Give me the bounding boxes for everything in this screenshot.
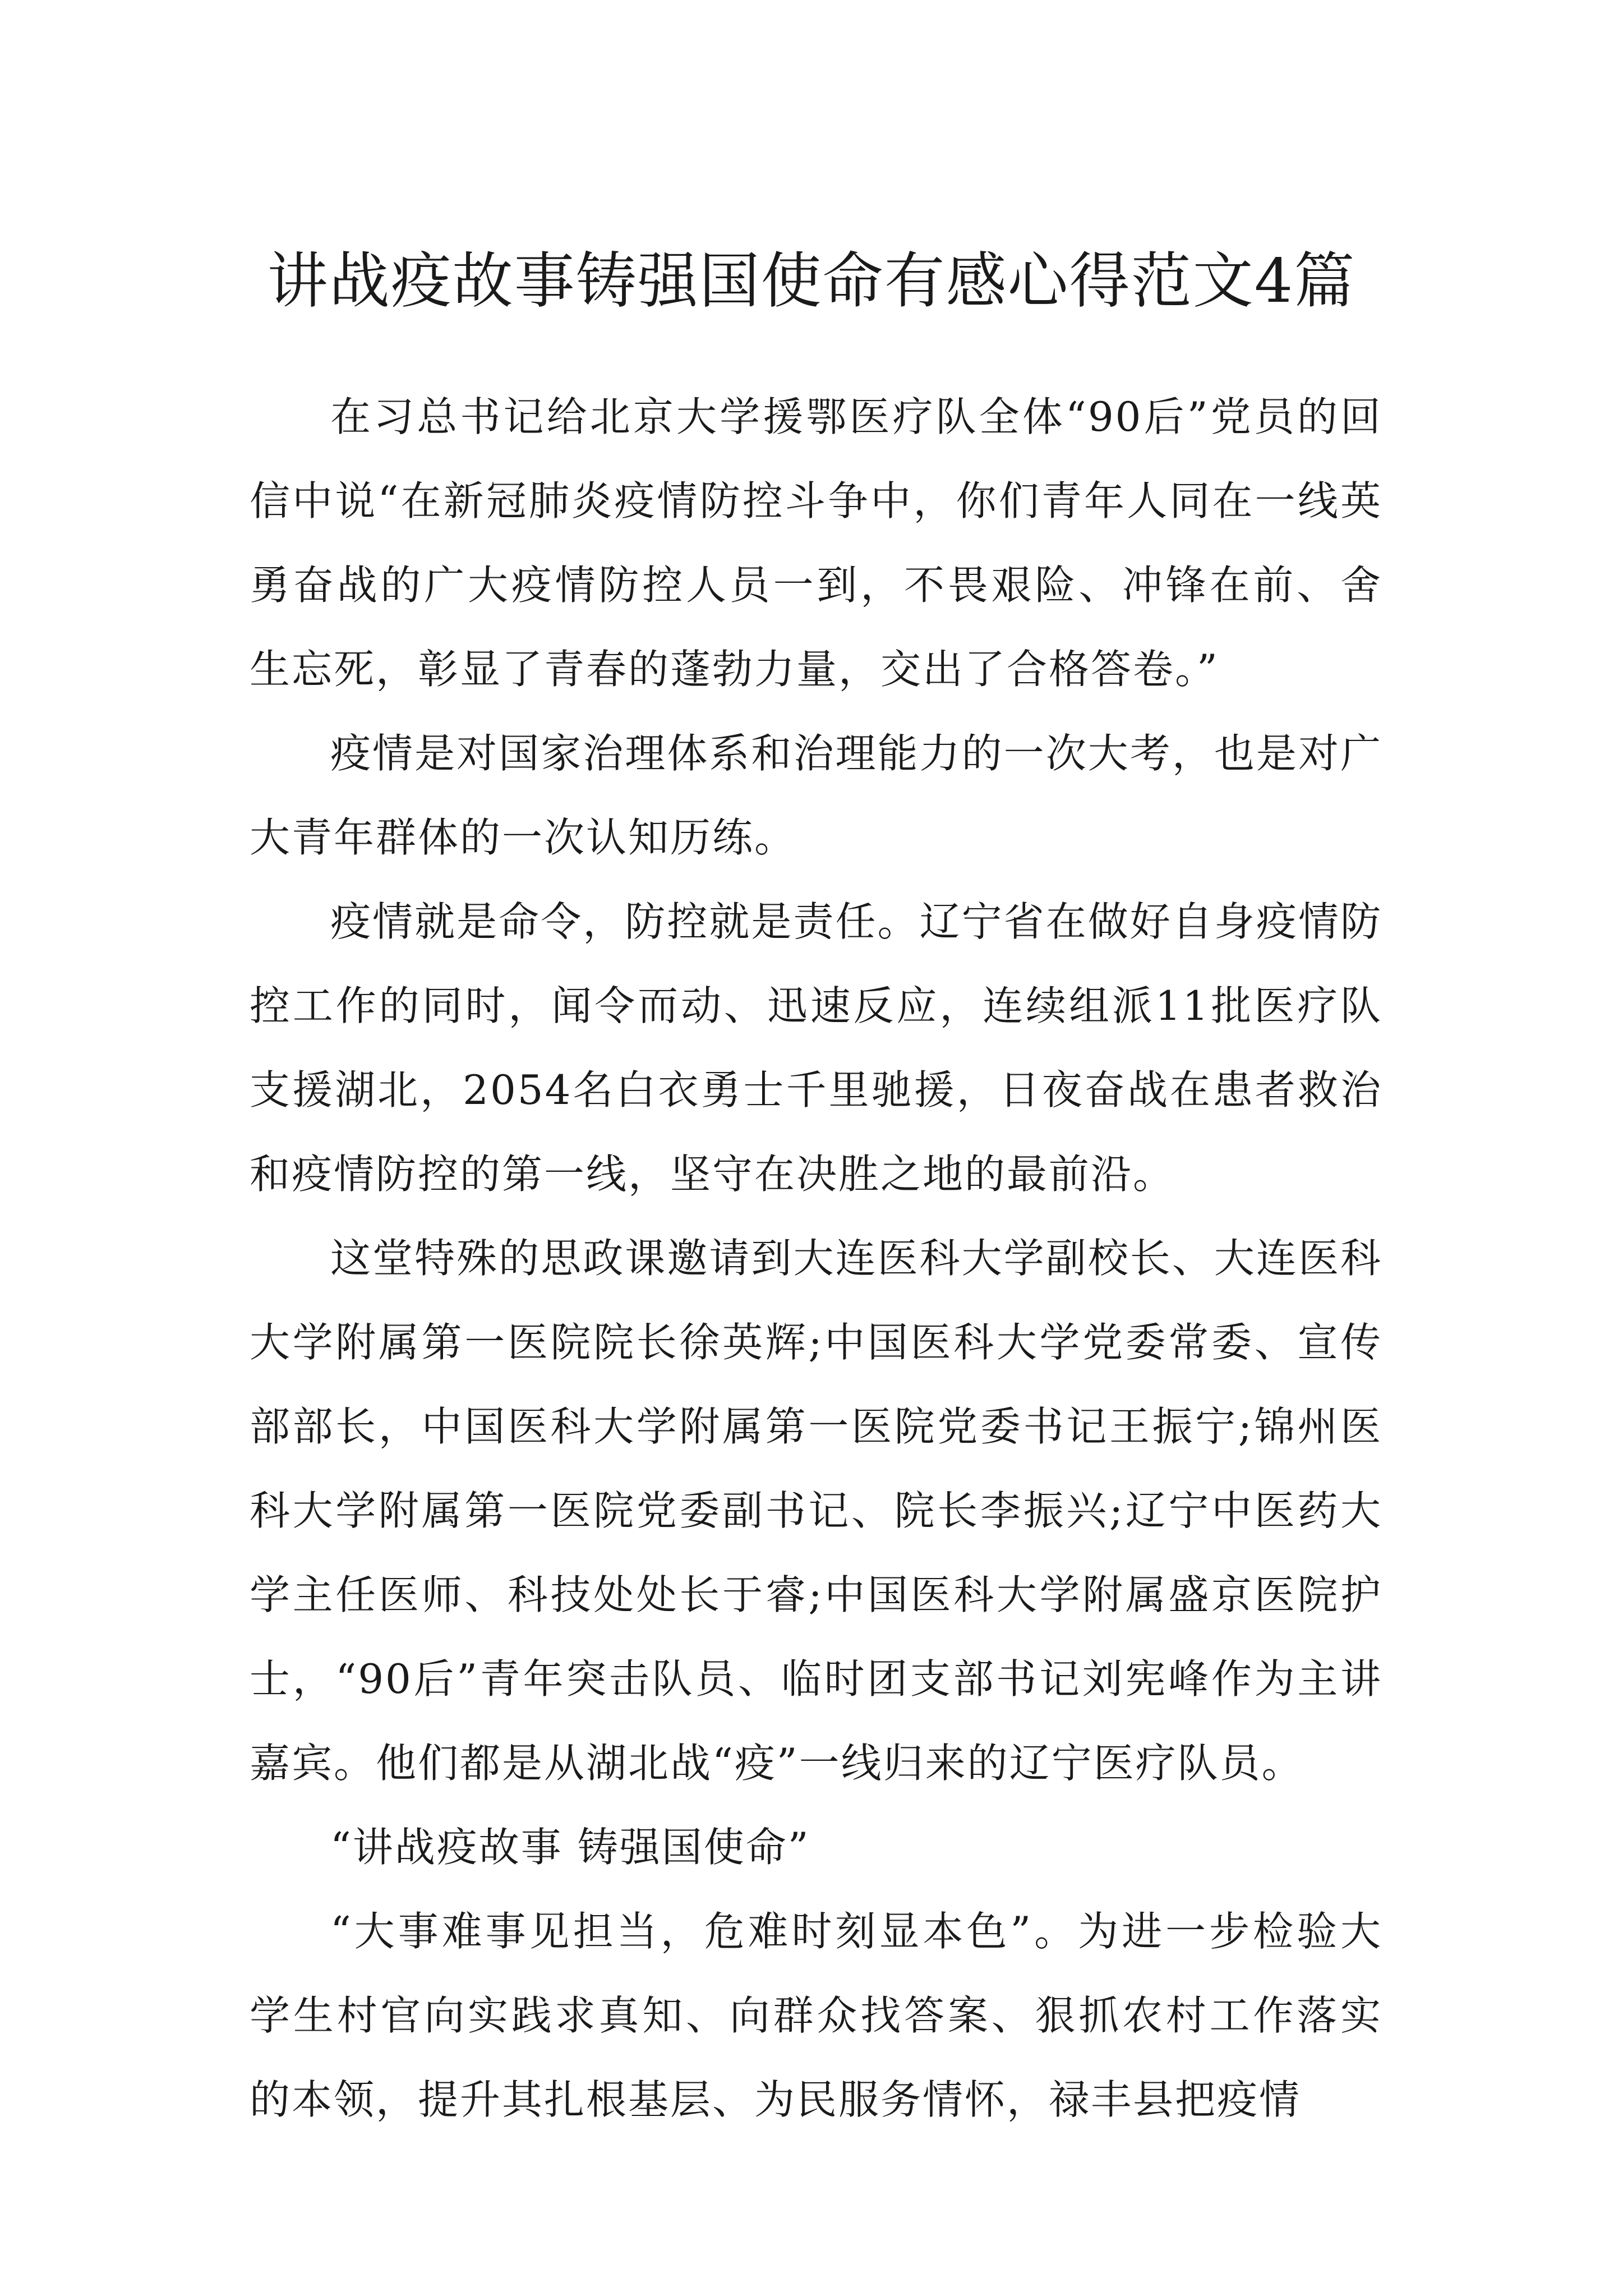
- paragraph-2: 疫情是对国家治理体系和治理能力的一次大考，也是对广大青年群体的一次认知历练。: [250, 730, 1382, 861]
- document-body: [250, 375, 1382, 2142]
- paragraph-5: “大事难事见担当，危难时刻显本色”。为进一步检验大学生村官向实践求真知、向群众找答案、狠抓农村工作落实的本领，提升其扎根基层、为民服务情怀，禄丰县把疫情: [250, 1908, 1382, 2123]
- document-title: 讲战疫故事铸强国使命有感心得范文4篇: [267, 246, 1356, 317]
- paragraph-1: 在习总书记给北京大学援鄂医疗队全体“90后”党员的回信中说“在新冠肺炎疫情防控斗争中，你们青年人同在一线英勇奋战的广大疫情防控人员一到，不畏艰险、冲锋在前、舍生忘死，彰显了青春的蓬勃力量，交出了合格答卷。”: [250, 393, 1382, 693]
- paragraph-4: 这堂特殊的思政课邀请到大连医科大学副校长、大连医科大学附属第一医院院长徐英辉;中国医科大学党委常委、宣传部部长，中国医科大学附属第一医院党委书记王振宁;锦州医科大学附属第一医院党委副书记、院长李振兴;辽宁中医药大学主任医师、科技处处长于睿;中国医科大学附属盛京医院护士，“90后”青年突击队员、临时团支部书记刘宪峰作为主讲嘉宾。他们都是从湖北战“疫”一线归来的辽宁医疗队员。: [250, 1235, 1382, 1787]
- paragraph-3: 疫情就是命令，防控就是责任。辽宁省在做好自身疫情防控工作的同时，闻令而动、迅速反应，连续组派11批医疗队支援湖北，2054名白衣勇士千里驰援，日夜奋战在患者救治和疫情防控的第一线，坚守在决胜之地的最前沿。: [250, 898, 1382, 1198]
- section-heading: “讲战疫故事 铸强国使命”: [330, 1824, 810, 1871]
